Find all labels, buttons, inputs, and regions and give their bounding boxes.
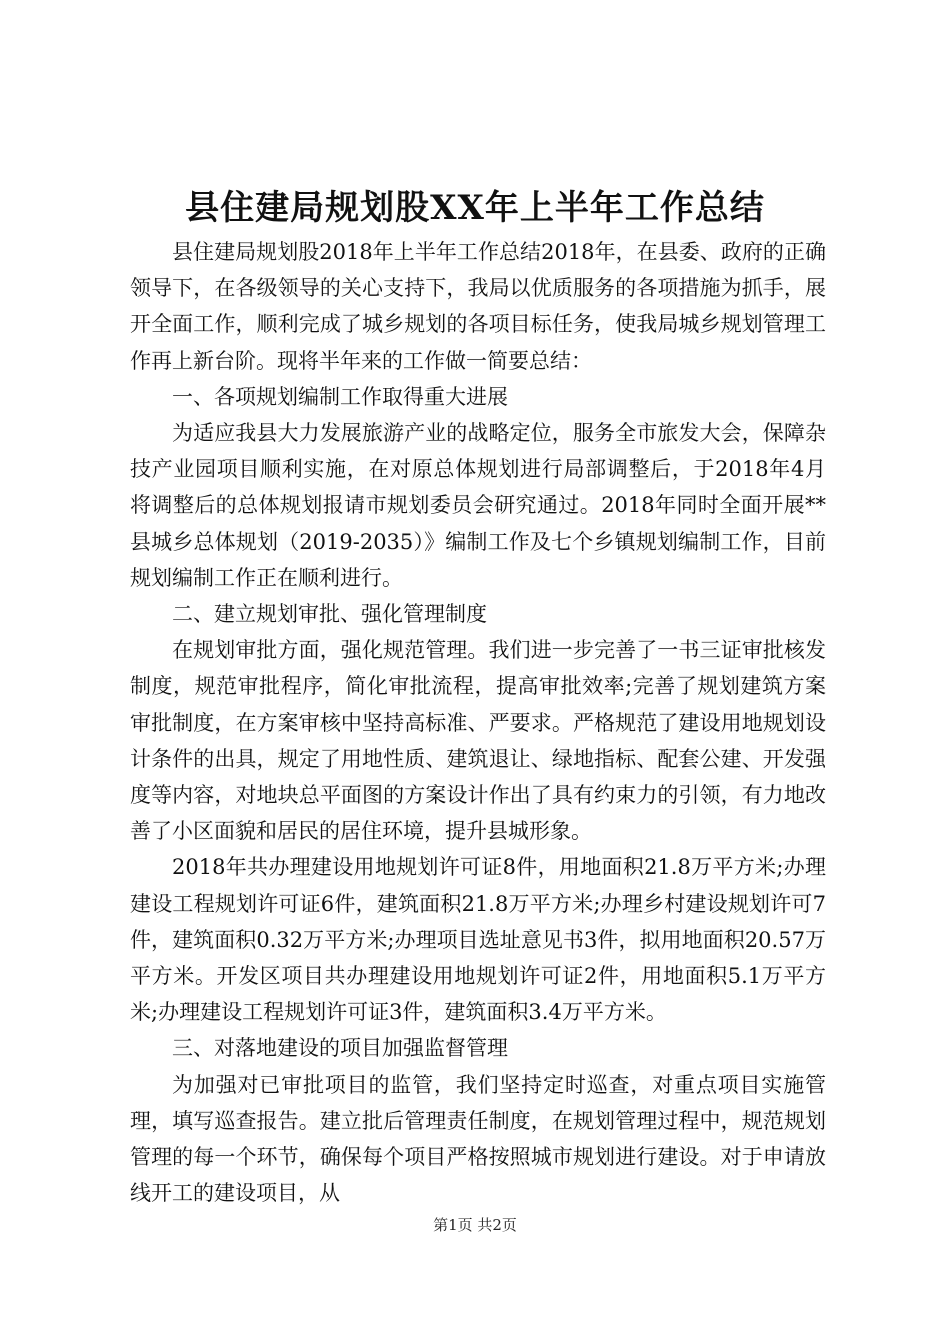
section-heading-2: 二、建立规划审批、强化管理制度 (172, 602, 487, 627)
page-number-footer: 第1页 共2页 (433, 1216, 517, 1234)
section-2-paragraph-1: 在规划审批方面，强化规范管理。我们进一步完善了一书三证审批核发制度，规范审批程序，简化审批流程，提高审批效率;完善了规划建筑方案审批制度，在方案审核中坚持高标准、严要求。严格规范了建设用地规划设计条件的出具，规定了用地性质、建筑退让、绿地指标、配套公建、开发强度等内容，对地块总平面图的方案设计作出了具有约束力的引领，有力地改善了小区面貌和居民的居住环境，提升县城形象。 (130, 638, 826, 844)
section-3-paragraph: 为加强对已审批项目的监管，我们坚持定时巡查，对重点项目实施管理，填写巡查报告。建立批后管理责任制度，在规划管理过程中，规范规划管理的每一个环节，确保每个项目严格按照城市规划进行建设。对于申请放线开工的建设项目，从 (130, 1072, 826, 1206)
document-title: 县住建局规划股XX年上半年工作总结 (185, 188, 765, 228)
section-2-paragraph-2: 2018年共办理建设用地规划许可证8件，用地面积21.8万平方米;办理建设工程规划许可证6件，建筑面积21.8万平方米;办理乡村建设规划许可7件，建筑面积0.32万平方米;办理项目选址意见书3件，拟用地面积20.57万平方米。开发区项目共办理建设用地规划许可证2件，用地面积5.1万平方米;办理建设工程规划许可证3件，建筑面积3.4万平方米。 (130, 855, 826, 1025)
intro-paragraph: 县住建局规划股2018年上半年工作总结2018年，在县委、政府的正确领导下，在各级领导的关心支持下，我局以优质服务的各项措施为抓手，展开全面工作，顺利完成了城乡规划的各项目标任务，使我局城乡规划管理工作再上新台阶。现将半年来的工作做一简要总结： (130, 240, 826, 373)
section-heading-3: 三、对落地建设的项目加强监督管理 (172, 1036, 508, 1061)
section-1-paragraph: 为适应我县大力发展旅游产业的战略定位，服务全市旅发大会，保障杂技产业园项目顺利实施，在对原总体规划进行局部调整后，于2018年4月将调整后的总体规划报请市规划委员会研究通过。2018年同时全面开展**县城乡总体规划（2019-2035）》编制工作及七个乡镇规划编制工作，目前规划编制工作正在顺利进行。 (130, 421, 826, 590)
document-body (130, 234, 826, 1211)
section-heading-1: 一、各项规划编制工作取得重大进展 (172, 384, 508, 409)
